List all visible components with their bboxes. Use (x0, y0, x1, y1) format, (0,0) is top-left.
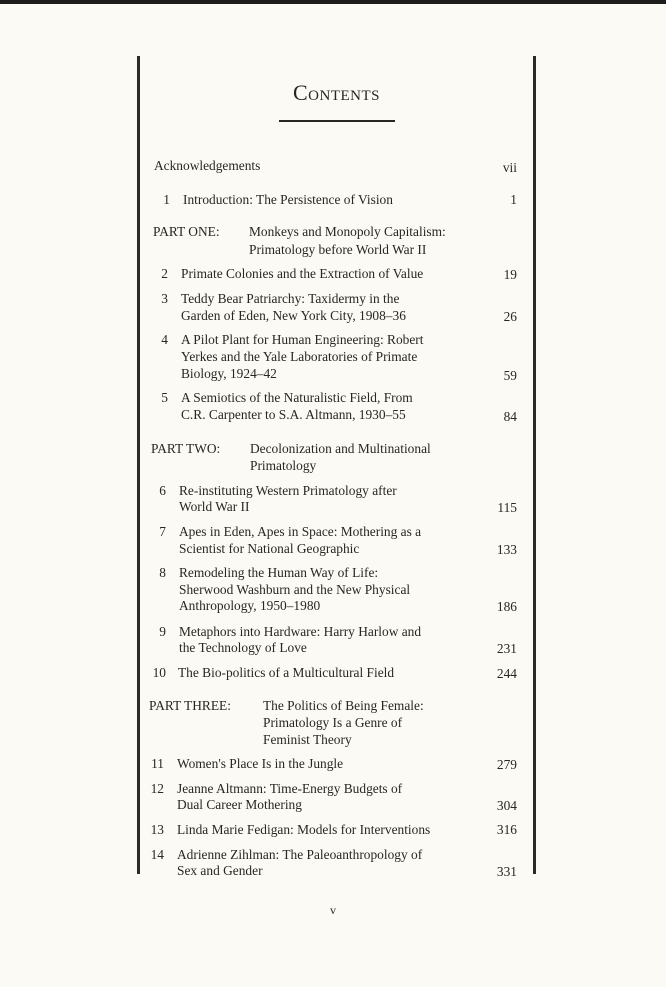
chapter-page: 331 (496, 864, 517, 879)
chapter-title-line: Adrienne Zihlman: The Paleoanthropology of (177, 847, 423, 862)
chapter-title-line: Primate Colonies and the Extraction of Value (181, 266, 424, 281)
chapter-title-line: Apes in Eden, Apes in Space: Mothering as a (179, 524, 422, 539)
page-folio: v (330, 903, 336, 917)
chapter-page: 244 (496, 666, 517, 681)
chapter-number: 11 (151, 756, 164, 771)
chapter-title-line: the Technology of Love (179, 640, 307, 655)
chapter-title-line: Teddy Bear Patriarchy: Taxidermy in the (181, 291, 400, 306)
part-label: PART ONE: (153, 224, 220, 239)
part-label: PART THREE: (149, 698, 231, 713)
chapter-page: 1 (510, 192, 517, 207)
part-title-line: Monkeys and Monopoly Capitalism: (249, 224, 446, 239)
chapter-title-line: Introduction: The Persistence of Vision (183, 192, 393, 207)
chapter-title-line: Re-instituting Western Primatology after (179, 483, 397, 498)
chapter-page: 304 (496, 798, 517, 813)
chapter-title-line: Remodeling the Human Way of Life: (179, 565, 379, 580)
chapter-title-line: A Pilot Plant for Human Engineering: Robert (181, 332, 424, 347)
chapter-number: 9 (159, 624, 166, 639)
chapter-number: 4 (161, 332, 168, 347)
chapter-page: 19 (503, 267, 517, 282)
chapter-title-line: Linda Marie Fedigan: Models for Interventions (177, 822, 431, 837)
chapter-page: 115 (497, 500, 517, 515)
chapter-number: 3 (161, 291, 168, 306)
left-vertical-rule (137, 56, 140, 874)
chapter-title-line: Women's Place Is in the Jungle (177, 756, 344, 771)
entry-title: Acknowledgements (154, 158, 261, 173)
chapter-title-line: C.R. Carpenter to S.A. Altmann, 1930–55 (181, 407, 406, 422)
chapter-title-line: Garden of Eden, New York City, 1908–36 (181, 308, 406, 323)
chapter-title-line: Jeanne Altmann: Time-Energy Budgets of (177, 781, 403, 796)
chapter-title-line: Anthropology, 1950–1980 (179, 598, 321, 613)
part-title-line: Primatology before World War II (249, 242, 427, 257)
chapter-number: 8 (159, 565, 166, 580)
page-title: Contents (292, 80, 380, 105)
chapter-title-line: Biology, 1924–42 (181, 366, 277, 381)
chapter-title-line: Scientist for National Geographic (179, 541, 360, 556)
chapter-page: 316 (496, 822, 517, 837)
part-label: PART TWO: (151, 441, 221, 456)
chapter-title-line: Metaphors into Hardware: Harry Harlow and (179, 624, 422, 639)
chapter-number: 13 (150, 822, 164, 837)
chapter-number: 6 (159, 483, 166, 498)
chapter-page: 59 (503, 368, 517, 383)
chapter-number: 12 (150, 781, 164, 796)
part-title-line: Primatology (250, 458, 317, 473)
chapter-number: 5 (161, 390, 168, 405)
chapter-page: 84 (503, 409, 517, 424)
chapter-title-line: Yerkes and the Yale Laboratories of Primate (181, 349, 418, 364)
entry-page: vii (502, 160, 517, 175)
chapter-title-line: Sherwood Washburn and the New Physical (179, 582, 411, 597)
chapter-page: 26 (503, 309, 517, 324)
chapter-page: 133 (496, 542, 517, 557)
right-vertical-rule (533, 56, 536, 874)
chapter-number: 14 (150, 847, 164, 862)
chapter-number: 7 (159, 524, 166, 539)
chapter-title-line: Sex and Gender (177, 863, 263, 878)
title-underline (279, 120, 395, 122)
chapter-number: 10 (152, 665, 166, 680)
chapter-page: 279 (496, 757, 517, 772)
chapter-title-line: The Bio-politics of a Multicultural Field (178, 665, 395, 680)
chapter-title-line: A Semiotics of the Naturalistic Field, From (181, 390, 413, 405)
chapter-page: 231 (496, 641, 517, 656)
page-top-edge (0, 0, 666, 4)
part-title-line: Feminist Theory (263, 732, 352, 747)
chapter-title-line: World War II (179, 499, 250, 514)
part-title-line: Primatology Is a Genre of (263, 715, 403, 730)
chapter-page: 186 (496, 599, 517, 614)
chapter-number: 1 (163, 192, 170, 207)
part-title-line: Decolonization and Multinational (250, 441, 431, 456)
chapter-number: 2 (161, 266, 168, 281)
part-title-line: The Politics of Being Female: (263, 698, 424, 713)
chapter-title-line: Dual Career Mothering (177, 797, 302, 812)
